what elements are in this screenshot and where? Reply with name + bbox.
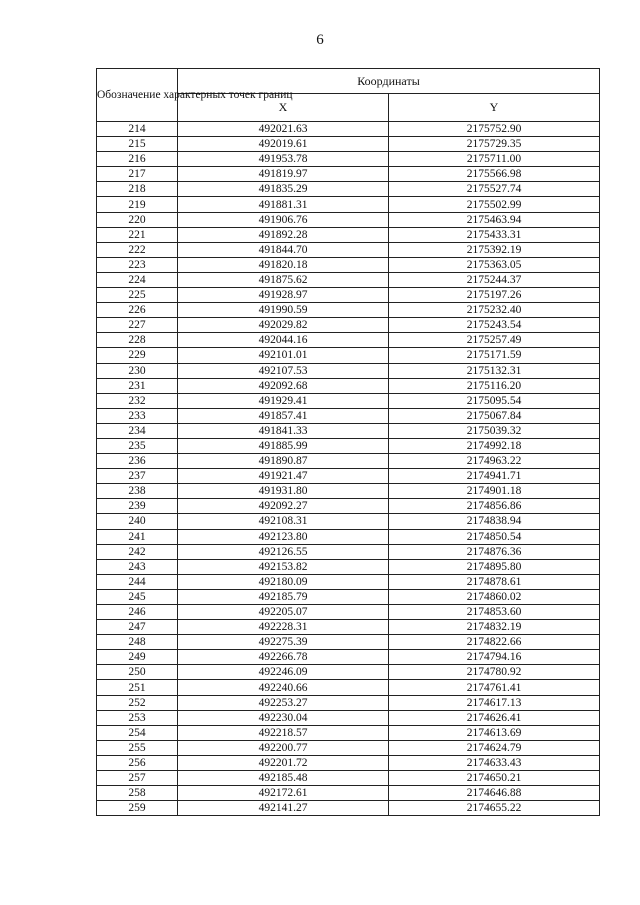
y-coordinate-cell: 2174992.18 <box>389 438 600 453</box>
table-row <box>97 635 600 650</box>
x-coordinate-cell: 491881.31 <box>178 197 389 212</box>
y-coordinate-cell: 2175095.54 <box>389 393 600 408</box>
table-row <box>97 484 600 499</box>
table-row <box>97 122 600 137</box>
x-coordinate-cell: 491835.29 <box>178 182 389 197</box>
y-coordinate-cell: 2174860.02 <box>389 589 600 604</box>
y-coordinate-cell: 2175463.94 <box>389 212 600 227</box>
x-coordinate-cell: 491953.78 <box>178 152 389 167</box>
point-id-cell: 223 <box>97 257 178 272</box>
point-id-cell: 224 <box>97 272 178 287</box>
table-row <box>97 167 600 182</box>
x-coordinate-cell: 492266.78 <box>178 650 389 665</box>
table-row <box>97 725 600 740</box>
x-coordinate-cell: 492253.27 <box>178 695 389 710</box>
y-coordinate-cell: 2175257.49 <box>389 333 600 348</box>
y-coordinate-cell: 2174822.66 <box>389 635 600 650</box>
table-row <box>97 303 600 318</box>
point-id-cell: 234 <box>97 423 178 438</box>
table-row <box>97 137 600 152</box>
y-coordinate-cell: 2174941.71 <box>389 469 600 484</box>
y-coordinate-cell: 2175039.32 <box>389 423 600 438</box>
y-coordinate-cell: 2174617.13 <box>389 695 600 710</box>
table-row <box>97 529 600 544</box>
table-row <box>97 393 600 408</box>
table-row <box>97 605 600 620</box>
x-coordinate-cell: 492029.82 <box>178 318 389 333</box>
y-coordinate-cell: 2174878.61 <box>389 574 600 589</box>
table-row <box>97 740 600 755</box>
table-row <box>97 363 600 378</box>
coordinates-header: Координаты <box>178 69 600 94</box>
point-id-cell: 231 <box>97 378 178 393</box>
point-id-cell: 226 <box>97 303 178 318</box>
y-coordinate-cell: 2174832.19 <box>389 620 600 635</box>
y-coordinate-cell: 2174856.86 <box>389 499 600 514</box>
x-coordinate-cell: 492101.01 <box>178 348 389 363</box>
y-coordinate-cell: 2175711.00 <box>389 152 600 167</box>
table-row <box>97 574 600 589</box>
y-coordinate-cell: 2175502.99 <box>389 197 600 212</box>
point-id-cell: 214 <box>97 122 178 137</box>
x-coordinate-cell: 491844.70 <box>178 242 389 257</box>
y-coordinate-cell: 2174780.92 <box>389 665 600 680</box>
point-id-cell: 220 <box>97 212 178 227</box>
point-id-cell: 235 <box>97 438 178 453</box>
y-coordinate-cell: 2174624.79 <box>389 740 600 755</box>
point-id-cell: 250 <box>97 665 178 680</box>
x-coordinate-cell: 491885.99 <box>178 438 389 453</box>
point-id-cell: 248 <box>97 635 178 650</box>
point-id-cell: 251 <box>97 680 178 695</box>
point-id-cell: 222 <box>97 242 178 257</box>
table-row <box>97 408 600 423</box>
x-coordinate-cell: 492246.09 <box>178 665 389 680</box>
x-coordinate-cell: 492123.80 <box>178 529 389 544</box>
point-id-cell: 215 <box>97 137 178 152</box>
point-id-cell: 228 <box>97 333 178 348</box>
x-coordinate-cell: 491921.47 <box>178 469 389 484</box>
point-id-cell: 257 <box>97 771 178 786</box>
coordinates-table <box>96 68 600 816</box>
y-column-header: Y <box>389 94 600 122</box>
y-coordinate-cell: 2174838.94 <box>389 514 600 529</box>
x-coordinate-cell: 492185.48 <box>178 771 389 786</box>
y-coordinate-cell: 2174633.43 <box>389 755 600 770</box>
x-coordinate-cell: 492153.82 <box>178 559 389 574</box>
x-coordinate-cell: 492180.09 <box>178 574 389 589</box>
table-row <box>97 182 600 197</box>
x-coordinate-cell: 492240.66 <box>178 680 389 695</box>
x-coordinate-cell: 491820.18 <box>178 257 389 272</box>
y-coordinate-cell: 2175392.19 <box>389 242 600 257</box>
table-row <box>97 469 600 484</box>
x-coordinate-cell: 491857.41 <box>178 408 389 423</box>
y-coordinate-cell: 2175243.54 <box>389 318 600 333</box>
y-coordinate-cell: 2175244.37 <box>389 272 600 287</box>
x-coordinate-cell: 491875.62 <box>178 272 389 287</box>
y-coordinate-cell: 2175363.05 <box>389 257 600 272</box>
point-id-cell: 225 <box>97 288 178 303</box>
x-coordinate-cell: 491931.80 <box>178 484 389 499</box>
page-number: 6 <box>316 32 324 48</box>
point-id-cell: 252 <box>97 695 178 710</box>
point-id-cell: 243 <box>97 559 178 574</box>
point-id-cell: 244 <box>97 574 178 589</box>
table-body <box>97 122 600 816</box>
x-coordinate-cell: 492092.27 <box>178 499 389 514</box>
x-coordinate-cell: 492108.31 <box>178 514 389 529</box>
point-id-cell: 229 <box>97 348 178 363</box>
x-coordinate-cell: 492228.31 <box>178 620 389 635</box>
point-id-cell: 247 <box>97 620 178 635</box>
point-id-cell: 256 <box>97 755 178 770</box>
y-coordinate-cell: 2175116.20 <box>389 378 600 393</box>
point-id-cell: 239 <box>97 499 178 514</box>
x-coordinate-cell: 491928.97 <box>178 288 389 303</box>
x-coordinate-cell: 492230.04 <box>178 710 389 725</box>
x-coordinate-cell: 491990.59 <box>178 303 389 318</box>
x-coordinate-cell: 491819.97 <box>178 167 389 182</box>
y-coordinate-cell: 2174655.22 <box>389 801 600 816</box>
x-coordinate-cell: 492218.57 <box>178 725 389 740</box>
y-coordinate-cell: 2175566.98 <box>389 167 600 182</box>
y-coordinate-cell: 2175067.84 <box>389 408 600 423</box>
point-id-cell: 259 <box>97 801 178 816</box>
point-id-cell: 253 <box>97 710 178 725</box>
x-coordinate-cell: 492019.61 <box>178 137 389 152</box>
table-row <box>97 710 600 725</box>
table-row <box>97 771 600 786</box>
y-coordinate-cell: 2174761.41 <box>389 680 600 695</box>
x-coordinate-cell: 492205.07 <box>178 605 389 620</box>
point-id-cell: 241 <box>97 529 178 544</box>
table-row <box>97 272 600 287</box>
point-id-cell: 217 <box>97 167 178 182</box>
table-row <box>97 348 600 363</box>
point-id-cell: 237 <box>97 469 178 484</box>
point-id-cell: 232 <box>97 393 178 408</box>
table-row <box>97 288 600 303</box>
table-row <box>97 438 600 453</box>
point-id-cell: 233 <box>97 408 178 423</box>
x-coordinate-cell: 492044.16 <box>178 333 389 348</box>
x-coordinate-cell: 491906.76 <box>178 212 389 227</box>
table-row <box>97 680 600 695</box>
y-coordinate-cell: 2175433.31 <box>389 227 600 242</box>
point-id-cell: 245 <box>97 589 178 604</box>
table-row <box>97 333 600 348</box>
table-row <box>97 755 600 770</box>
table-row <box>97 242 600 257</box>
y-coordinate-cell: 2174650.21 <box>389 771 600 786</box>
table-row <box>97 620 600 635</box>
table-row <box>97 378 600 393</box>
y-coordinate-cell: 2175527.74 <box>389 182 600 197</box>
table-row <box>97 152 600 167</box>
x-coordinate-cell: 491892.28 <box>178 227 389 242</box>
x-coordinate-cell: 492275.39 <box>178 635 389 650</box>
y-coordinate-cell: 2174794.16 <box>389 650 600 665</box>
point-column-header: Обозначение характерных точек границ <box>97 69 178 122</box>
point-id-cell: 216 <box>97 152 178 167</box>
y-coordinate-cell: 2174646.88 <box>389 786 600 801</box>
point-id-cell: 249 <box>97 650 178 665</box>
table-row <box>97 544 600 559</box>
x-column-header: X <box>178 94 389 122</box>
x-coordinate-cell: 491929.41 <box>178 393 389 408</box>
point-id-cell: 254 <box>97 725 178 740</box>
table-row <box>97 514 600 529</box>
table-row <box>97 257 600 272</box>
x-coordinate-cell: 492201.72 <box>178 755 389 770</box>
y-coordinate-cell: 2175729.35 <box>389 137 600 152</box>
table-row <box>97 212 600 227</box>
table-row <box>97 665 600 680</box>
x-coordinate-cell: 491841.33 <box>178 423 389 438</box>
x-coordinate-cell: 492107.53 <box>178 363 389 378</box>
table-row <box>97 695 600 710</box>
y-coordinate-cell: 2174895.80 <box>389 559 600 574</box>
point-id-cell: 227 <box>97 318 178 333</box>
x-coordinate-cell: 492141.27 <box>178 801 389 816</box>
y-coordinate-cell: 2175197.26 <box>389 288 600 303</box>
point-id-cell: 236 <box>97 454 178 469</box>
point-id-cell: 238 <box>97 484 178 499</box>
table-row <box>97 589 600 604</box>
x-coordinate-cell: 492172.61 <box>178 786 389 801</box>
table-row <box>97 197 600 212</box>
point-id-cell: 221 <box>97 227 178 242</box>
table-row <box>97 499 600 514</box>
y-coordinate-cell: 2174626.41 <box>389 710 600 725</box>
point-id-cell: 258 <box>97 786 178 801</box>
x-coordinate-cell: 492092.68 <box>178 378 389 393</box>
table-row <box>97 454 600 469</box>
y-coordinate-cell: 2174850.54 <box>389 529 600 544</box>
point-id-cell: 240 <box>97 514 178 529</box>
point-id-cell: 230 <box>97 363 178 378</box>
table-row <box>97 318 600 333</box>
x-coordinate-cell: 491890.87 <box>178 454 389 469</box>
table-row <box>97 423 600 438</box>
table-row <box>97 650 600 665</box>
point-id-cell: 255 <box>97 740 178 755</box>
x-coordinate-cell: 492185.79 <box>178 589 389 604</box>
x-coordinate-cell: 492126.55 <box>178 544 389 559</box>
y-coordinate-cell: 2174901.18 <box>389 484 600 499</box>
point-id-cell: 246 <box>97 605 178 620</box>
point-id-cell: 242 <box>97 544 178 559</box>
point-id-cell: 219 <box>97 197 178 212</box>
y-coordinate-cell: 2175752.90 <box>389 122 600 137</box>
y-coordinate-cell: 2174853.60 <box>389 605 600 620</box>
y-coordinate-cell: 2175132.31 <box>389 363 600 378</box>
y-coordinate-cell: 2174876.36 <box>389 544 600 559</box>
table-row <box>97 786 600 801</box>
table-row <box>97 227 600 242</box>
y-coordinate-cell: 2175232.40 <box>389 303 600 318</box>
point-id-cell: 218 <box>97 182 178 197</box>
x-coordinate-cell: 492021.63 <box>178 122 389 137</box>
x-coordinate-cell: 492200.77 <box>178 740 389 755</box>
y-coordinate-cell: 2174963.22 <box>389 454 600 469</box>
y-coordinate-cell: 2175171.59 <box>389 348 600 363</box>
table-row <box>97 559 600 574</box>
table-row <box>97 801 600 816</box>
y-coordinate-cell: 2174613.69 <box>389 725 600 740</box>
